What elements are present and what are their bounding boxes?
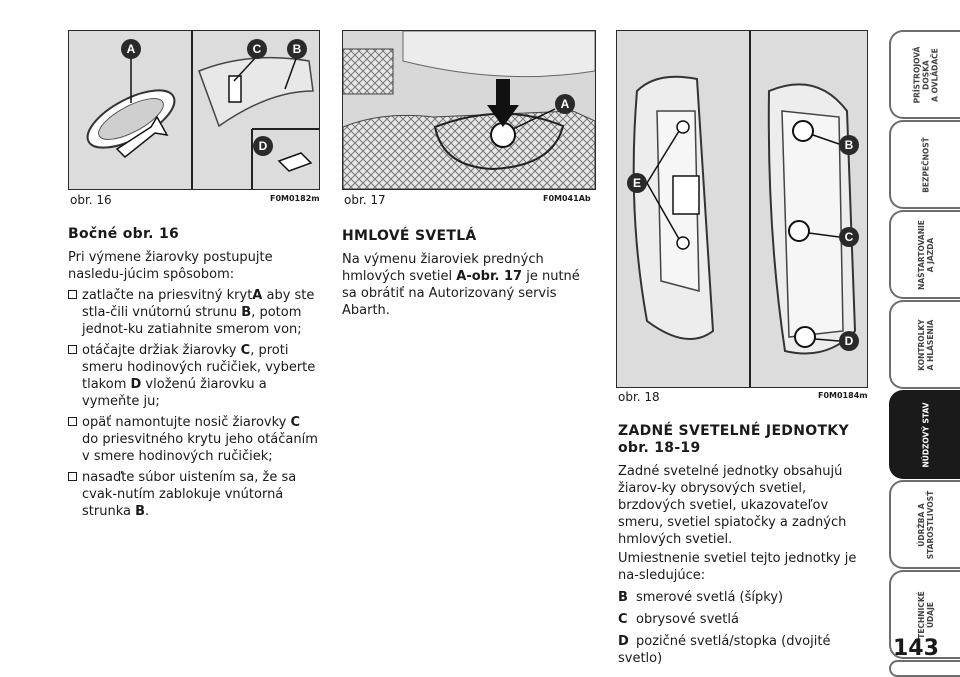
legend-item xyxy=(618,589,870,606)
figure-17-caption: obr. 17 xyxy=(344,193,386,207)
figure-18 xyxy=(616,30,868,388)
callout-a-label: A xyxy=(126,42,136,56)
tab-starting-driving[interactable] xyxy=(889,210,960,299)
legend-item xyxy=(618,633,870,667)
legend-key: D xyxy=(618,634,629,649)
figure-17-code: F0M041Ab xyxy=(543,194,591,203)
bullet-bold: C xyxy=(240,343,251,358)
figure-17 xyxy=(342,30,596,190)
fog-text: Na výmenu žiaroviek predných hmlových svetiel xyxy=(342,252,544,284)
callout-d-label: D xyxy=(258,139,268,153)
bullet-bold: D xyxy=(130,377,142,392)
bullet-text: aby ste stla-čili vnútornú strunu xyxy=(82,288,315,320)
tab-index[interactable] xyxy=(889,660,960,677)
figure-18-illustration xyxy=(617,31,867,387)
tab-label: BEZPEČNOSŤ xyxy=(921,136,930,193)
tab-warning-lights[interactable] xyxy=(889,300,960,389)
bullet-text: zatlačte na priesvitný kryt xyxy=(82,288,253,303)
bullet-bold: B xyxy=(135,504,146,519)
list-item xyxy=(68,414,320,465)
intro-paragraph: Pri výmene žiarovky postupujte nasledu-júcim spôsobom: xyxy=(68,250,273,282)
column-fog-lights xyxy=(342,228,596,319)
tab-label: TECHNICKÉ ÚDAJE xyxy=(916,590,935,639)
legend-text: smerové svetlá (šípky) xyxy=(636,590,784,605)
bullet-text: nasaďte súbor uistením sa, že sa cvak-nutím zablokuje vnútorná strunka xyxy=(82,470,297,519)
figure-16-code: F0M0182m xyxy=(270,194,320,203)
bullet-text: , proti smeru hodinových ručičiek, vyberte tlakom xyxy=(82,343,316,392)
bullet-box-icon xyxy=(68,290,77,299)
callout-d-label: D xyxy=(844,334,854,348)
legend-text: obrysové svetlá xyxy=(636,612,739,627)
bullet-text: opäť namontujte nosič žiarovky xyxy=(82,415,291,430)
tab-label: KONTROLKY A HLÁSENIA xyxy=(916,318,935,371)
figure-16-illustration xyxy=(69,31,319,189)
callout-e-label: E xyxy=(632,176,642,190)
tab-label: NAŠTARTOVANIE A JAZDA xyxy=(916,219,935,290)
list-item xyxy=(68,287,320,338)
bullet-text: do priesvitného krytu jeho otáčaním v smere hodinových ručičiek; xyxy=(82,432,318,464)
section-heading-rear: ZADNÉ SVETELNÉ JEDNOTKY obr. 18-19 xyxy=(618,423,849,456)
list-item xyxy=(68,469,320,520)
legend-key: C xyxy=(618,612,628,627)
page-number: 143 xyxy=(893,636,939,661)
bullet-text: vloženú žiarovku a vymeňte ju; xyxy=(82,377,267,409)
rear-intro-2: Umiestnenie svetiel tejto jednotky je na-sledujúce: xyxy=(618,551,857,583)
list-item xyxy=(68,342,320,410)
bullet-box-icon xyxy=(68,417,77,426)
column-side-lights xyxy=(68,226,320,520)
rear-intro: Zadné svetelné jednotky obsahujú žiarov-ky obrysových svetiel, brzdových svetiel, ukazovateľov smeru, svetiel spiatočky a zadných hmlových svetiel. xyxy=(618,464,847,547)
tab-dashboard-controls[interactable] xyxy=(889,30,960,119)
section-heading-side: Bočné obr. 16 xyxy=(68,226,180,242)
bullet-bold: C xyxy=(290,415,301,430)
bullet-text: otáčajte držiak žiarovky xyxy=(82,343,241,358)
bullet-text: . xyxy=(145,504,150,519)
callout-b-label: B xyxy=(844,138,854,152)
figure-18-caption: obr. 18 xyxy=(618,390,660,404)
fog-text: je nutné sa obrátiť na Autorizovaný servis Abarth. xyxy=(342,269,580,318)
section-heading-fog: HMLOVÉ SVETLÁ xyxy=(342,228,477,244)
figure-18-code: F0M0184m xyxy=(818,391,868,400)
callout-c-label: C xyxy=(252,42,262,56)
callout-a-label: A xyxy=(560,97,570,111)
tab-safety[interactable] xyxy=(889,120,960,209)
column-rear-lights xyxy=(618,423,870,667)
callout-b-label: B xyxy=(292,42,302,56)
tab-label: NÚDZOVÝ STAV xyxy=(921,401,930,468)
tab-maintenance[interactable] xyxy=(889,480,960,569)
figure-17-illustration xyxy=(343,31,595,189)
callout-c-label: C xyxy=(844,230,854,244)
fog-paragraph xyxy=(342,251,596,319)
bullet-bold: B xyxy=(241,305,252,320)
figure-16-caption: obr. 16 xyxy=(70,193,112,207)
bullet-box-icon xyxy=(68,345,77,354)
tab-emergency[interactable] xyxy=(889,390,960,479)
tab-label: PRÍSTROJOVÁ DOSKA A OVLÁDAČE xyxy=(912,46,939,103)
legend-text: pozičné svetlá/stopka (dvojité svetlo) xyxy=(618,634,831,666)
fog-figure-ref: A-obr. 17 xyxy=(456,269,523,284)
bullet-text: , potom jednot-ku zatiahnite smerom von; xyxy=(82,305,302,337)
bullet-bold: A xyxy=(252,288,263,303)
legend-item xyxy=(618,611,870,628)
legend-key: B xyxy=(618,590,628,605)
figure-16 xyxy=(68,30,320,190)
bullet-box-icon xyxy=(68,472,77,481)
tab-label: ÚDRŽBA A STAROSTLIVOSŤ xyxy=(916,490,935,559)
